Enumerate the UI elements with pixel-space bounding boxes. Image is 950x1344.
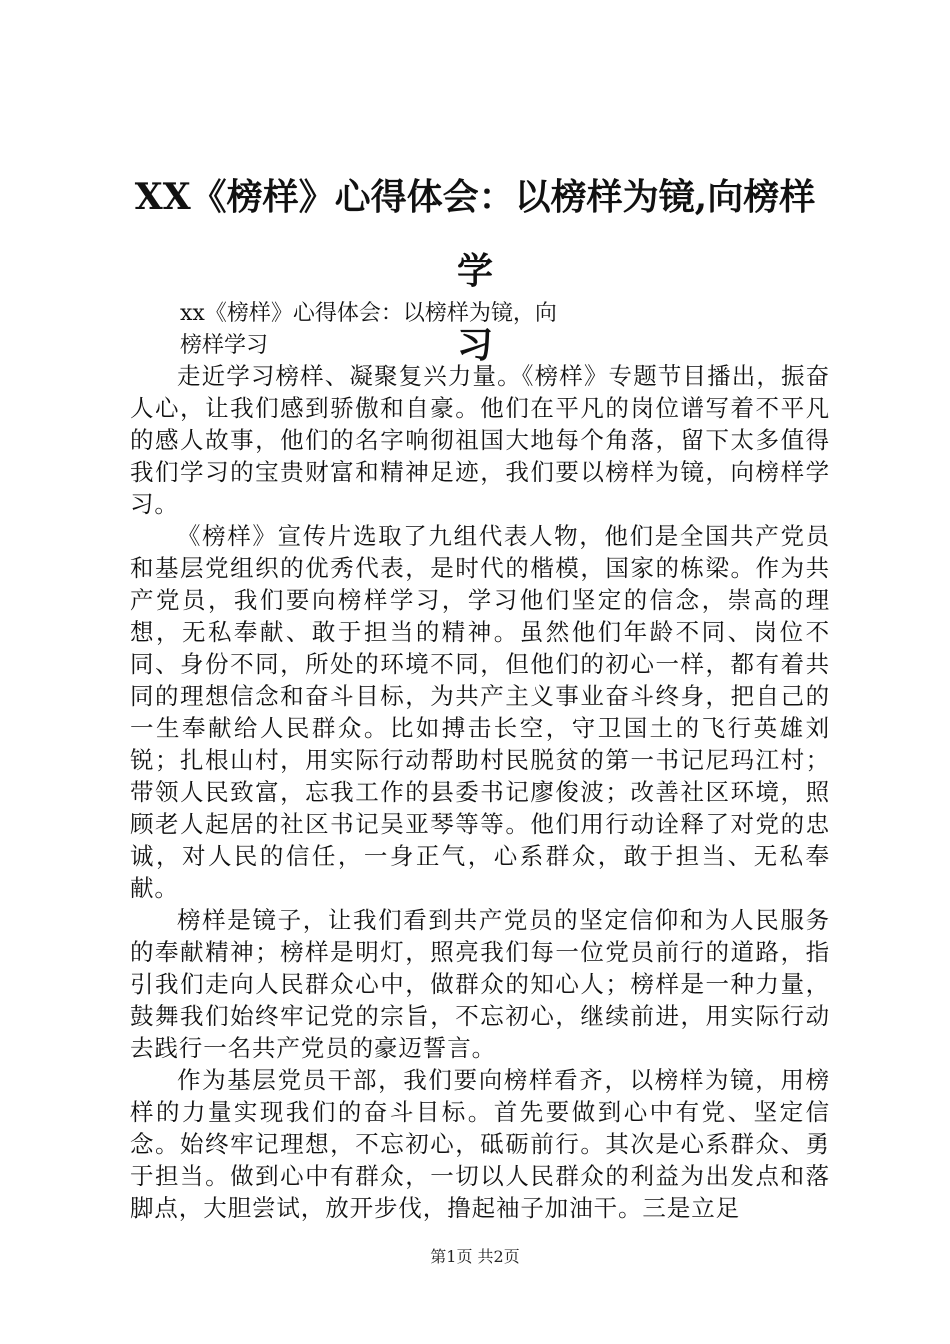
document-body bbox=[130, 360, 830, 1224]
document-subtitle bbox=[180, 298, 780, 362]
subtitle-line-2: 榜样学习 bbox=[180, 333, 269, 358]
paragraph: 走近学习榜样、凝聚复兴力量。《榜样》专题节目播出，振奋人心，让我们感到骄傲和自豪。他们在平凡的岗位谱写着不平凡的感人故事，他们的名字响彻祖国大地每个角落，留下太多值得我们学习的宝贵财富和精神足迹，我们要以榜样为镜，向榜样学习。 bbox=[130, 362, 830, 518]
subtitle-line-1: xx《榜样》心得体会：以榜样为镜，向 bbox=[180, 301, 557, 326]
paragraph: 《榜样》宣传片选取了九组代表人物，他们是全国共产党员和基层党组织的优秀代表，是时代的楷模，国家的栋梁。作为共产党员，我们要向榜样学习，学习他们坚定的信念，崇高的理想，无私奉献、敢于担当的精神。虽然他们年龄不同、岗位不同、身份不同，所处的环境不同，但他们的初心一样，都有着共同的理想信念和奋斗目标，为共产主义事业奋斗终身，把自己的一生奉献给人民群众。比如搏击长空，守卫国土的飞行英雄刘锐；扎根山村，用实际行动帮助村民脱贫的第一书记尼玛江村；带领人民致富，忘我工作的县委书记廖俊波；改善社区环境，照顾老人起居的社区书记吴亚琴等等。他们用行动诠释了对党的忠诚，对人民的信任，一身正气，心系群众，敢于担当、无私奉献。 bbox=[130, 522, 830, 902]
title-line-1: XX《榜样》心得体会：以榜样为镜,向榜样学 bbox=[134, 176, 816, 292]
paragraph: 榜样是镜子，让我们看到共产党员的坚定信仰和为人民服务的奉献精神；榜样是明灯，照亮我们每一位党员前行的道路，指引我们走向人民群众心中，做群众的知心人；榜样是一种力量，鼓舞我们始终牢记党的宗旨，不忘初心，继续前进，用实际行动去践行一名共产党员的豪迈誓言。 bbox=[130, 906, 830, 1062]
title-line-2: 习 bbox=[456, 324, 493, 366]
page-footer: 第1页 共2页 bbox=[430, 1247, 520, 1266]
paragraph: 作为基层党员干部，我们要向榜样看齐，以榜样为镜，用榜样的力量实现我们的奋斗目标。首先要做到心中有党、坚定信念。始终牢记理想，不忘初心，砥砺前行。其次是心系群众、勇于担当。做到心中有群众，一切以人民群众的利益为出发点和落脚点，大胆尝试，放开步伐，撸起袖子加油干。三是立足 bbox=[130, 1066, 830, 1222]
